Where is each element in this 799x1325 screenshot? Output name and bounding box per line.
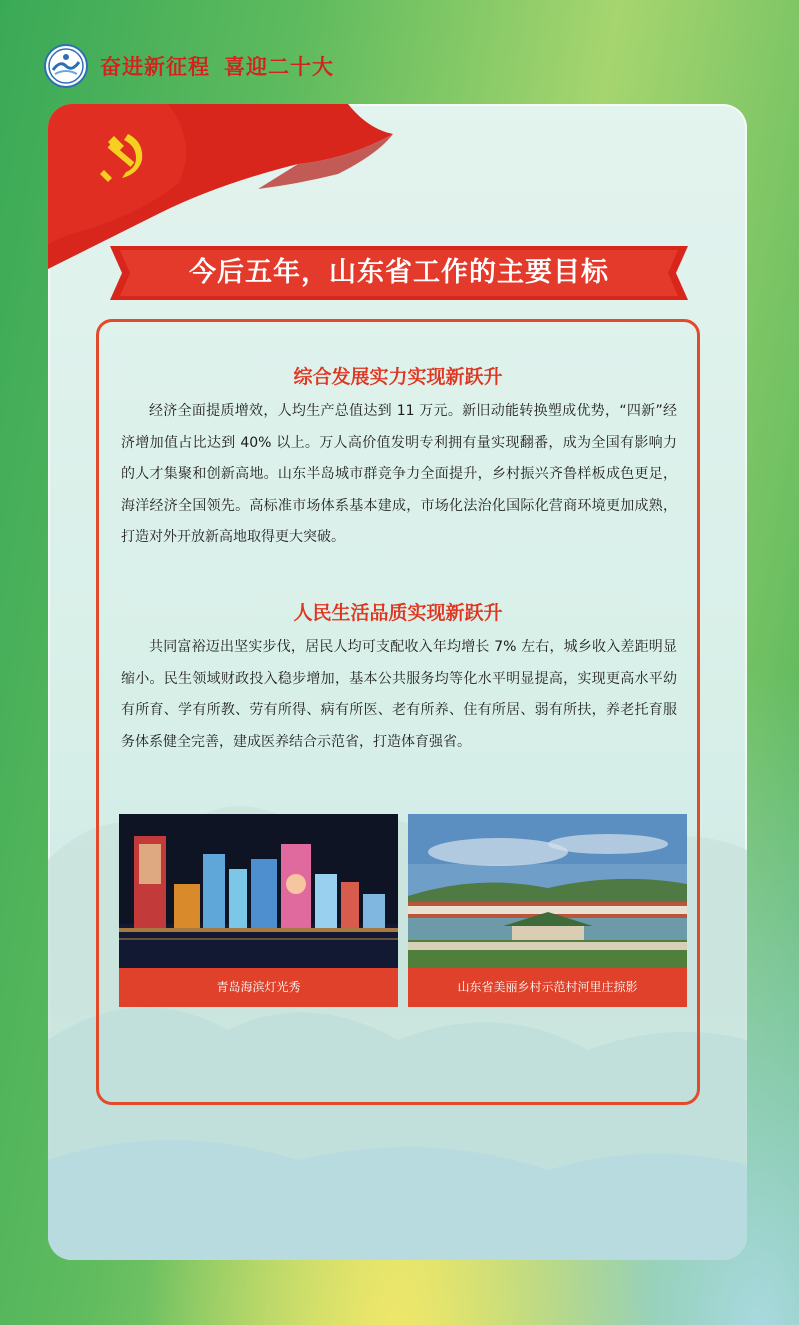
photo-caption: 青岛海滨灯光秀 xyxy=(119,968,398,1007)
section-title-development: 综合发展实力实现新跃升 xyxy=(293,366,503,388)
section-body-livelihood: 共同富裕迈出坚实步伐，居民人均可支配收入年均增长 7% 左右，城乡收入差距明显缩小。民生领域财政投入稳步增加，基本公共服务均等化水平明显提高，实现更高水平幼有所育、学有所教、劳有所得、病有所医、老有所养、住有所居、弱有所扶，养老托育服务体系健全完善，建成医养结合示范省，打造体育强省。 xyxy=(121,639,677,750)
village-landscape-image xyxy=(408,814,687,968)
qingdao-night-skyline-image xyxy=(119,814,398,968)
page-title: 今后五年，山东省工作的主要目标 xyxy=(189,257,609,288)
photo-village xyxy=(408,814,687,1007)
photo-qingdao xyxy=(119,814,398,1007)
header-slogan xyxy=(100,51,334,81)
slogan-part2: 喜迎二十大 xyxy=(224,55,334,79)
photo-caption: 山东省美丽乡村示范村河里庄掠影 xyxy=(408,968,687,1007)
school-emblem-icon xyxy=(44,44,88,88)
main-panel xyxy=(48,104,747,1260)
section-title-livelihood: 人民生活品质实现新跃升 xyxy=(293,602,503,624)
content-box xyxy=(96,319,700,1105)
header xyxy=(44,44,334,88)
title-banner xyxy=(110,246,688,300)
section-body-development: 经济全面提质增效，人均生产总值达到 11 万元。新旧动能转换塑成优势，“四新”经济增加值占比达到 40% 以上。万人高价值发明专利拥有量实现翻番，成为全国有影响力的人才集聚和创新高地。山东半岛城市群竞争力全面提升，乡村振兴齐鲁样板成色更足，海洋经济全国领先。高标准市场体系基本建成，市场化法治化国际化营商环境更加成熟，打造对外开放新高地取得更大突破。 xyxy=(121,403,677,545)
slogan-part1: 奋进新征程 xyxy=(100,55,210,79)
